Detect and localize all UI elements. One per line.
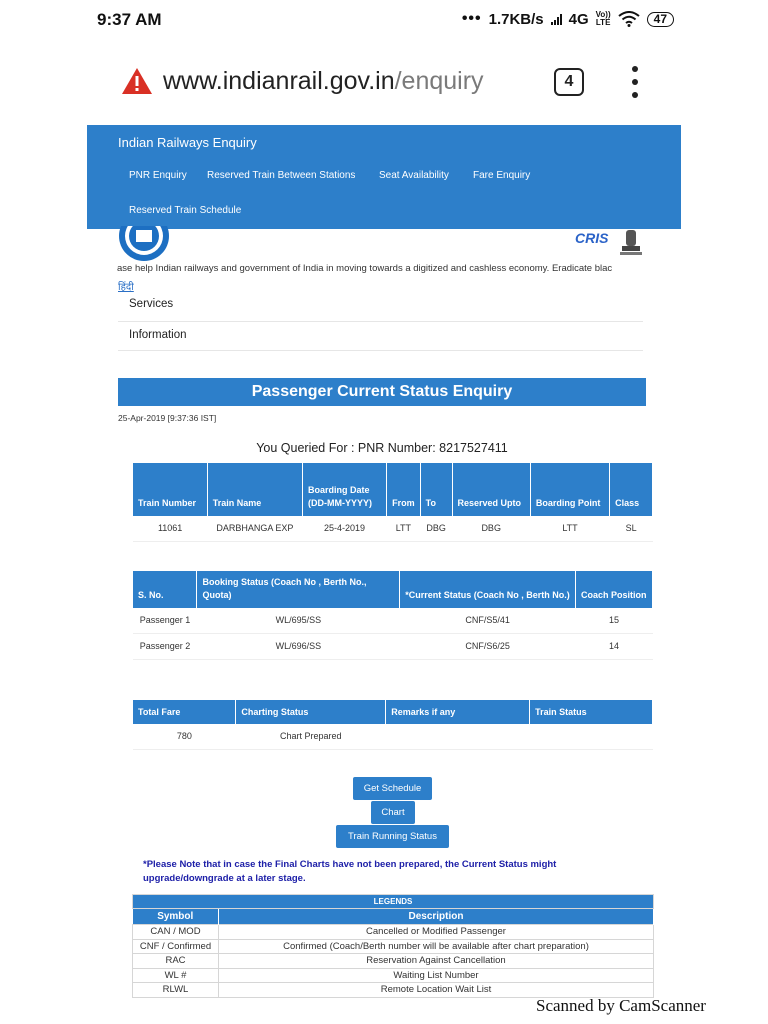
th-train-status: Train Status — [530, 700, 653, 724]
cell-total-fare: 780 — [133, 724, 236, 750]
th-train-name: Train Name — [207, 463, 302, 516]
table-row — [133, 516, 653, 542]
passenger-table-header — [133, 571, 653, 608]
passenger-status-table — [133, 571, 653, 660]
status-icons — [462, 10, 674, 28]
cell-boarding-point: LTT — [530, 516, 609, 542]
browser-address-bar[interactable] — [0, 52, 768, 112]
volte-bottom: LTE — [595, 18, 611, 27]
legend-description: Cancelled or Modified Passenger — [219, 925, 654, 940]
nav-seat-availability[interactable]: Seat Availability — [379, 170, 449, 181]
legend-symbol: CNF / Confirmed — [133, 939, 219, 954]
legend-row — [133, 925, 654, 940]
th-coach-position: Coach Position — [576, 571, 653, 608]
menu-services-label: Services — [129, 298, 174, 310]
th-reserved-upto: Reserved Upto — [452, 463, 530, 516]
legend-table — [132, 894, 654, 998]
battery-icon: 47 — [647, 12, 674, 27]
th-description: Description — [219, 909, 654, 925]
th-remarks: Remarks if any — [386, 700, 530, 724]
volte-icon — [596, 11, 611, 27]
th-to: To — [420, 463, 452, 516]
cell-coach-position: 15 — [576, 608, 653, 634]
cell-passenger: Passenger 1 — [133, 608, 197, 634]
network-speed: 1.7KB/s — [488, 10, 544, 28]
th-boarding-date: Boarding Date (DD-MM-YYYY) — [302, 463, 386, 516]
th-booking-status: Booking Status (Coach No , Berth No., Quota) — [197, 571, 400, 608]
chart-button[interactable]: Chart — [371, 801, 415, 824]
legend-symbol: RLWL — [133, 983, 219, 998]
national-emblem-icon — [617, 228, 645, 258]
status-bar — [0, 0, 768, 38]
legend-symbol: CAN / MOD — [133, 925, 219, 940]
train-details-table — [133, 463, 653, 542]
cell-booking-status: WL/695/SS — [197, 608, 400, 634]
legend-row — [133, 954, 654, 969]
site-title[interactable]: Indian Railways Enquiry — [118, 135, 257, 150]
chart-note: *Please Note that in case the Final Charts have not been prepared, the Current Status might upgrade/downgrade at a later stage. — [143, 859, 557, 884]
cell-to: DBG — [420, 516, 452, 542]
nav-pnr-enquiry[interactable]: PNR Enquiry — [129, 170, 187, 181]
th-charting-status: Charting Status — [236, 700, 386, 724]
legend-symbol: RAC — [133, 954, 219, 969]
url-text[interactable] — [163, 67, 484, 96]
th-serial-number: S. No. — [133, 571, 197, 608]
volte-top: Vo)) — [595, 10, 611, 19]
cell-passenger: Passenger 2 — [133, 634, 197, 660]
cell-train-number: 11061 — [133, 516, 207, 542]
menu-information[interactable] — [118, 329, 643, 351]
nav-fare-enquiry[interactable]: Fare Enquiry — [473, 170, 531, 181]
train-table-header — [133, 463, 653, 516]
th-class: Class — [610, 463, 653, 516]
status-time: 9:37 AM — [97, 10, 162, 29]
enquiry-timestamp: 25-Apr-2019 [9:37:36 IST] — [118, 413, 217, 423]
url-path: /enquiry — [394, 67, 484, 95]
hindi-language-link[interactable]: हिंदी — [118, 282, 134, 293]
cell-class: SL — [610, 516, 653, 542]
network-type: 4G — [568, 10, 589, 28]
legend-row — [133, 968, 654, 983]
table-row — [133, 724, 653, 750]
cell-current-status: CNF/S6/25 — [400, 634, 576, 660]
menu-information-label: Information — [129, 329, 187, 341]
wifi-icon — [618, 11, 640, 27]
cris-logo: CRIS — [575, 230, 609, 246]
legend-description: Reservation Against Cancellation — [219, 954, 654, 969]
th-symbol: Symbol — [133, 909, 219, 925]
enquiry-title: Passenger Current Status Enquiry — [118, 378, 646, 406]
table-row — [133, 634, 653, 660]
cell-charting-status: Chart Prepared — [236, 724, 386, 750]
url-host: www.indianrail.gov.in — [163, 67, 395, 95]
camscanner-watermark: Scanned by CamScanner — [536, 996, 706, 1015]
cell-current-status: CNF/S5/41 — [400, 608, 576, 634]
th-total-fare: Total Fare — [133, 700, 236, 724]
th-train-number: Train Number — [133, 463, 207, 516]
th-from: From — [387, 463, 421, 516]
legend-description: Remote Location Wait List — [219, 983, 654, 998]
indian-railways-logo — [118, 226, 170, 262]
menu-services[interactable] — [118, 298, 643, 322]
cell-train-name: DARBHANGA EXP — [207, 516, 302, 542]
legend-row — [133, 939, 654, 954]
fare-table-header — [133, 700, 653, 724]
th-boarding-point: Boarding Point — [530, 463, 609, 516]
cell-remarks — [386, 724, 530, 750]
scrolling-announcement: ase help Indian railways and government of India in moving towards a digitized and cashless economy. Eradicate blac — [117, 263, 613, 274]
legend-symbol: WL # — [133, 968, 219, 983]
nav-reserved-train-schedule[interactable]: Reserved Train Schedule — [129, 205, 242, 216]
train-running-status-button[interactable]: Train Running Status — [336, 825, 449, 848]
site-header — [87, 125, 681, 229]
fare-status-table — [133, 700, 653, 750]
legend-description: Confirmed (Coach/Berth number will be available after chart preparation) — [219, 939, 654, 954]
cell-train-status — [530, 724, 653, 750]
nav-reserved-train-between-stations[interactable]: Reserved Train Between Stations — [207, 170, 356, 181]
cell-from: LTT — [387, 516, 421, 542]
tab-switcher-button[interactable]: 4 — [554, 68, 584, 96]
legend-row — [133, 983, 654, 998]
overflow-dots-icon: ••• — [461, 10, 482, 27]
cell-boarding-date: 25-4-2019 — [302, 516, 386, 542]
legend-description: Waiting List Number — [219, 968, 654, 983]
cell-coach-position: 14 — [576, 634, 653, 660]
cell-reserved-upto: DBG — [452, 516, 530, 542]
cell-booking-status: WL/696/SS — [197, 634, 400, 660]
queried-pnr: You Queried For : PNR Number: 8217527411 — [256, 441, 508, 455]
warning-icon[interactable] — [121, 67, 153, 95]
table-row — [133, 608, 653, 634]
th-current-status: *Current Status (Coach No , Berth No.) — [400, 571, 576, 608]
menu-icon[interactable] — [628, 66, 642, 98]
signal-icon — [551, 13, 562, 25]
legend-title: LEGENDS — [133, 895, 654, 909]
get-schedule-button[interactable]: Get Schedule — [353, 777, 432, 800]
